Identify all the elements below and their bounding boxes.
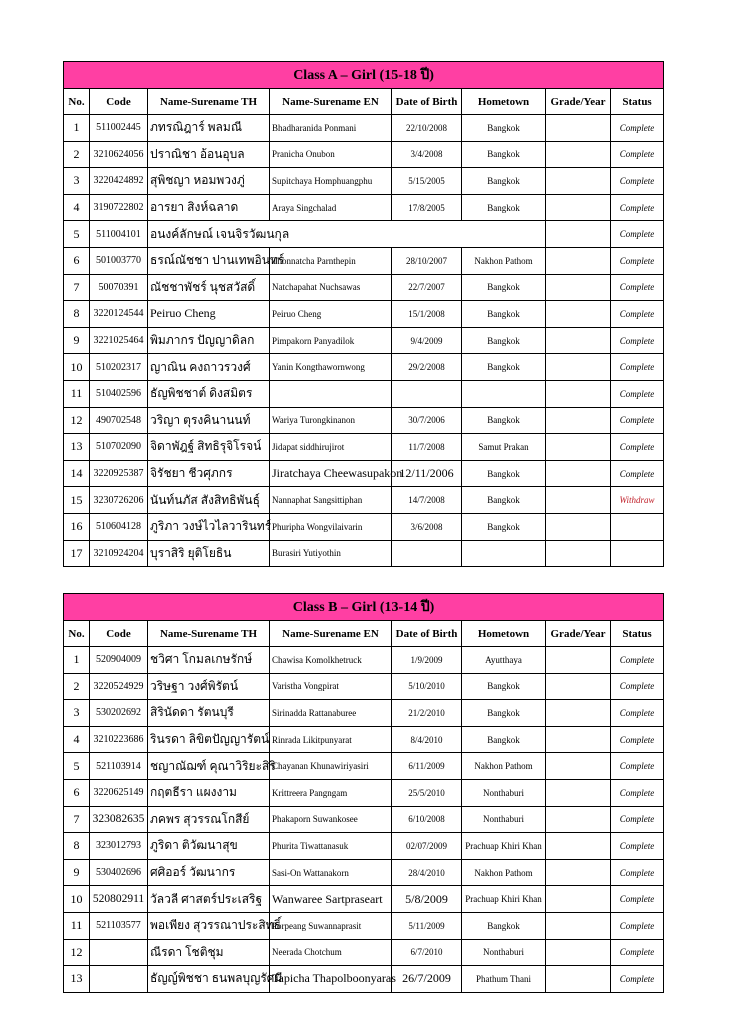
table-row (64, 700, 664, 727)
hometown: Bangkok (462, 407, 546, 434)
date-of-birth: 5/10/2010 (392, 673, 462, 700)
student-code: 521103914 (90, 753, 148, 780)
student-code: 3210924204 (90, 540, 148, 567)
name-th: วัลวลี ศาสตร์ประเสริฐ (148, 886, 270, 913)
status: Complete (611, 354, 664, 381)
status: Complete (611, 115, 664, 142)
hometown: Nakhon Pathom (462, 247, 546, 274)
name-en: Chayanan Khunawiriyasiri (270, 753, 392, 780)
table-row (64, 513, 664, 540)
name-en: Porpeang Suwannaprasit (270, 912, 392, 939)
name-en: Sasi-On Wattanakorn (270, 859, 392, 886)
row-number: 14 (64, 460, 90, 487)
date-of-birth (392, 380, 462, 407)
table-row (64, 726, 664, 753)
row-number: 7 (64, 274, 90, 301)
name-en: Yanin Kongthawornwong (270, 354, 392, 381)
name-th: ญาณิน คงถาวรวงศ์ (148, 354, 270, 381)
name-th: ชญาณัฌฑ์ คุณาวิริยะสิริ (148, 753, 270, 780)
hometown: Nonthaburi (462, 806, 546, 833)
student-code: 50070391 (90, 274, 148, 301)
status: Complete (611, 779, 664, 806)
date-of-birth: 26/7/2009 (392, 966, 462, 993)
name-en: Pranicha Onubon (270, 141, 392, 168)
name-en: Phakaporn Suwankosee (270, 806, 392, 833)
name-th: บุราสิริ ยุติโยธิน (148, 540, 270, 567)
name-en: Krittreera Pangngam (270, 779, 392, 806)
status: Complete (611, 886, 664, 913)
status: Complete (611, 939, 664, 966)
name-th: ณัชชาพัชร์ นุชสวัสดิ์ (148, 274, 270, 301)
name-en: Bhadharanida Ponmani (270, 115, 392, 142)
status: Complete (611, 380, 664, 407)
hometown: Bangkok (462, 726, 546, 753)
status: Complete (611, 833, 664, 860)
hometown: Bangkok (462, 673, 546, 700)
student-code: 511004101 (90, 221, 148, 248)
name-en: Phuripha Wongvilaivarin (270, 513, 392, 540)
status: Complete (611, 673, 664, 700)
student-code: 521103577 (90, 912, 148, 939)
table-row (64, 407, 664, 434)
table-row (64, 779, 664, 806)
hometown: Bangkok (462, 115, 546, 142)
name-en: Burasiri Yutiyothin (270, 540, 392, 567)
student-code: 510702090 (90, 434, 148, 461)
table-row (64, 274, 664, 301)
student-code: 3221025464 (90, 327, 148, 354)
student-code: 511002445 (90, 115, 148, 142)
student-code: 530202692 (90, 700, 148, 727)
status: Complete (611, 912, 664, 939)
status: Complete (611, 460, 664, 487)
name-th: สิรินัดดา รัตนบุรี (148, 700, 270, 727)
name-en: Tapicha Thapolboonyaras (270, 966, 392, 993)
hometown: Phathum Thani (462, 966, 546, 993)
name-en: Natchapahat Nuchsawas (270, 274, 392, 301)
row-number: 3 (64, 168, 90, 195)
col-grade-header: Grade/Year (546, 89, 611, 115)
table-row (64, 380, 664, 407)
student-code: 323082635 (90, 806, 148, 833)
row-number: 13 (64, 434, 90, 461)
name-th: รินรดา ลิขิตปัญญารัตน์ (148, 726, 270, 753)
name-th: ภทรณิฎาร์ พลมณี (148, 115, 270, 142)
grade-year (546, 194, 611, 221)
name-th: ภคพร สุวรรณโกสีย์ (148, 806, 270, 833)
grade-year (546, 168, 611, 195)
student-code: 3220424892 (90, 168, 148, 195)
hometown (462, 380, 546, 407)
status: Complete (611, 700, 664, 727)
student-code (90, 939, 148, 966)
date-of-birth: 21/2/2010 (392, 700, 462, 727)
table-row (64, 434, 664, 461)
col-code-header: Code (90, 621, 148, 647)
col-no-header: No. (64, 621, 90, 647)
status: Complete (611, 647, 664, 674)
col-name-th-header: Name-Surename TH (148, 621, 270, 647)
table-row (64, 833, 664, 860)
student-code: 3210223686 (90, 726, 148, 753)
name-th: ชวิศา โกมลเกษรักษ์ (148, 647, 270, 674)
date-of-birth: 3/6/2008 (392, 513, 462, 540)
grade-year (546, 460, 611, 487)
grade-year (546, 434, 611, 461)
col-name-en-header: Name-Surename EN (270, 89, 392, 115)
name-th: ณีรดา โชติชุม (148, 939, 270, 966)
hometown: Bangkok (462, 141, 546, 168)
grade-year (546, 779, 611, 806)
name-en: Rinrada Likitpunyarat (270, 726, 392, 753)
date-of-birth (392, 540, 462, 567)
name-en (270, 380, 392, 407)
student-code: 3220124544 (90, 301, 148, 328)
date-of-birth: 11/7/2008 (392, 434, 462, 461)
student-code: 3220925387 (90, 460, 148, 487)
table-row (64, 247, 664, 274)
grade-year (546, 301, 611, 328)
name-en: Neerada Chotchum (270, 939, 392, 966)
student-code: 490702548 (90, 407, 148, 434)
student-code: 3230726206 (90, 487, 148, 514)
date-of-birth: 6/11/2009 (392, 753, 462, 780)
col-dob-header: Date of Birth (392, 621, 462, 647)
student-code: 3220625149 (90, 779, 148, 806)
row-number: 3 (64, 700, 90, 727)
name-en: Pimpakorn Panyadilok (270, 327, 392, 354)
date-of-birth: 5/15/2005 (392, 168, 462, 195)
grade-year (546, 380, 611, 407)
name-th: วริญา ตุรงคินานนท์ (148, 407, 270, 434)
hometown: Prachuap Khiri Khan (462, 833, 546, 860)
table-row (64, 487, 664, 514)
status: Complete (611, 274, 664, 301)
class-b-table (63, 593, 664, 993)
grade-year (546, 487, 611, 514)
hometown: Bangkok (462, 513, 546, 540)
col-status-header: Status (611, 89, 664, 115)
table-row (64, 647, 664, 674)
name-th: พิมภากร ปัญญาดิลก (148, 327, 270, 354)
date-of-birth: 17/8/2005 (392, 194, 462, 221)
student-code: 510402596 (90, 380, 148, 407)
date-of-birth: 3/4/2008 (392, 141, 462, 168)
table-row (64, 141, 664, 168)
status: Complete (611, 194, 664, 221)
grade-year (546, 513, 611, 540)
table-row (64, 806, 664, 833)
hometown: Bangkok (462, 168, 546, 195)
grade-year (546, 407, 611, 434)
hometown (462, 540, 546, 567)
status: Complete (611, 726, 664, 753)
row-number: 17 (64, 540, 90, 567)
hometown: Bangkok (462, 327, 546, 354)
name-en: Varistha Vongpirat (270, 673, 392, 700)
date-of-birth: 5/11/2009 (392, 912, 462, 939)
row-number: 2 (64, 673, 90, 700)
row-number: 11 (64, 380, 90, 407)
table-row (64, 168, 664, 195)
grade-year (546, 859, 611, 886)
grade-year (546, 700, 611, 727)
status: Complete (611, 434, 664, 461)
status: Complete (611, 407, 664, 434)
status: Complete (611, 247, 664, 274)
student-code: 3210624056 (90, 141, 148, 168)
status: Complete (611, 301, 664, 328)
student-code: 510604128 (90, 513, 148, 540)
class-a-title: Class A – Girl (15-18 ปี) (64, 62, 664, 89)
hometown: Bangkok (462, 460, 546, 487)
date-of-birth: 1/9/2009 (392, 647, 462, 674)
row-number: 10 (64, 354, 90, 381)
grade-year (546, 327, 611, 354)
date-of-birth: 29/2/2008 (392, 354, 462, 381)
table-row (64, 354, 664, 381)
hometown: Bangkok (462, 194, 546, 221)
date-of-birth: 6/10/2008 (392, 806, 462, 833)
date-of-birth: 9/4/2009 (392, 327, 462, 354)
row-number: 8 (64, 833, 90, 860)
name-en: Sirinadda Rattanaburee (270, 700, 392, 727)
table-row (64, 886, 664, 913)
status: Withdraw (611, 487, 664, 514)
student-code: 520802911 (90, 886, 148, 913)
name-th: ปราณิชา อ้อนอุบล (148, 141, 270, 168)
hometown: Prachuap Khiri Khan (462, 886, 546, 913)
name-en: Wanwaree Sartpraseart (270, 886, 392, 913)
status: Complete (611, 141, 664, 168)
row-number: 1 (64, 647, 90, 674)
row-number: 8 (64, 301, 90, 328)
name-th: จิรัชยา ชีวศุภกร (148, 460, 270, 487)
student-code (90, 966, 148, 993)
table-row (64, 540, 664, 567)
table-row (64, 673, 664, 700)
row-number: 11 (64, 912, 90, 939)
row-number: 7 (64, 806, 90, 833)
name-th: Peiruo Cheng (148, 301, 270, 328)
grade-year (546, 540, 611, 567)
name-th: ศศิออร์ วัฒนากร (148, 859, 270, 886)
table-row (64, 194, 664, 221)
row-number: 10 (64, 886, 90, 913)
grade-year (546, 354, 611, 381)
hometown: Nakhon Pathom (462, 753, 546, 780)
grade-year (546, 806, 611, 833)
name-th: ภูริภา วงษ์ไวไลวารินทร์ (148, 513, 270, 540)
name-en: Chawisa Komolkhetruck (270, 647, 392, 674)
table-row (64, 115, 664, 142)
row-number: 6 (64, 247, 90, 274)
status (611, 540, 664, 567)
date-of-birth: 12/11/2006 (392, 460, 462, 487)
date-of-birth: 8/4/2010 (392, 726, 462, 753)
status: Complete (611, 806, 664, 833)
class-a-table (63, 61, 664, 567)
grade-year (546, 912, 611, 939)
table-row (64, 221, 664, 248)
grade-year (546, 886, 611, 913)
date-of-birth: 22/10/2008 (392, 115, 462, 142)
grade-year (546, 647, 611, 674)
status (611, 513, 664, 540)
hometown: Nakhon Pathom (462, 859, 546, 886)
table-row (64, 966, 664, 993)
name-th: ธรณ์ณัชชา ปานเทพอินทร์ (148, 247, 270, 274)
grade-year (546, 221, 611, 248)
status: Complete (611, 221, 664, 248)
name-en: Wariya Turongkinanon (270, 407, 392, 434)
grade-year (546, 141, 611, 168)
name-th: ภูริดา ติวัฒนาสุข (148, 833, 270, 860)
date-of-birth: 02/07/2009 (392, 833, 462, 860)
row-number: 2 (64, 141, 90, 168)
hometown: Samut Prakan (462, 434, 546, 461)
name-en: Jidapat siddhirujirot (270, 434, 392, 461)
student-code: 530402696 (90, 859, 148, 886)
student-code: 323012793 (90, 833, 148, 860)
name-en: Supitchaya Homphuangphu (270, 168, 392, 195)
hometown: Nonthaburi (462, 779, 546, 806)
status: Complete (611, 327, 664, 354)
name-th: จิดาพัฎฐ์ สิทธิรุจิโรจน์ (148, 434, 270, 461)
table-row (64, 912, 664, 939)
col-no-header: No. (64, 89, 90, 115)
date-of-birth: 15/1/2008 (392, 301, 462, 328)
hometown: Bangkok (462, 274, 546, 301)
row-number: 9 (64, 859, 90, 886)
date-of-birth: 28/10/2007 (392, 247, 462, 274)
status: Complete (611, 859, 664, 886)
name-th: สุพิชญา หอมพวงภู่ (148, 168, 270, 195)
date-of-birth: 28/4/2010 (392, 859, 462, 886)
status: Complete (611, 168, 664, 195)
name-th: อารยา สิงห์ฉลาด (148, 194, 270, 221)
row-number: 12 (64, 939, 90, 966)
grade-year (546, 247, 611, 274)
name-en: Peiruo Cheng (270, 301, 392, 328)
name-en: Araya Singchalad (270, 194, 392, 221)
status: Complete (611, 753, 664, 780)
hometown: Bangkok (462, 487, 546, 514)
row-number: 15 (64, 487, 90, 514)
hometown: Ayutthaya (462, 647, 546, 674)
date-of-birth: 14/7/2008 (392, 487, 462, 514)
name-en: Phurita Tiwattanasuk (270, 833, 392, 860)
table-row (64, 327, 664, 354)
class-b-title: Class B – Girl (13-14 ปี) (64, 594, 664, 621)
name-th: นันท์นภัส สังสิทธิพันธุ์ (148, 487, 270, 514)
name-th: วริษฐา วงศ์พิรัตน์ (148, 673, 270, 700)
table-row (64, 460, 664, 487)
col-status-header: Status (611, 621, 664, 647)
col-dob-header: Date of Birth (392, 89, 462, 115)
hometown: Bangkok (462, 301, 546, 328)
col-code-header: Code (90, 89, 148, 115)
row-number: 4 (64, 726, 90, 753)
date-of-birth: 22/7/2007 (392, 274, 462, 301)
row-number: 12 (64, 407, 90, 434)
hometown: Bangkok (462, 912, 546, 939)
grade-year (546, 673, 611, 700)
col-hometown-header: Hometown (462, 621, 546, 647)
date-of-birth: 25/5/2010 (392, 779, 462, 806)
name-th: ธัญญ์พิชชา ธนพลบุญรัศมี (148, 966, 270, 993)
row-number: 6 (64, 779, 90, 806)
row-number: 1 (64, 115, 90, 142)
hometown: Bangkok (462, 700, 546, 727)
col-grade-header: Grade/Year (546, 621, 611, 647)
name-en: Jiratchaya Cheewasupakon (270, 460, 392, 487)
name-th: อนงค์ลักษณ์ เจนจิรวัฒนกุล (148, 221, 546, 248)
name-en: Nannaphat Sangsittiphan (270, 487, 392, 514)
row-number: 5 (64, 753, 90, 780)
student-code: 3190722802 (90, 194, 148, 221)
row-number: 13 (64, 966, 90, 993)
col-name-th-header: Name-Surename TH (148, 89, 270, 115)
table-row (64, 301, 664, 328)
status: Complete (611, 966, 664, 993)
grade-year (546, 833, 611, 860)
name-th: พอเพียง สุวรรณาประสิทธิ์ (148, 912, 270, 939)
date-of-birth: 5/8/2009 (392, 886, 462, 913)
name-en: Thonnatcha Parnthepin (270, 247, 392, 274)
student-code: 3220524929 (90, 673, 148, 700)
grade-year (546, 966, 611, 993)
grade-year (546, 115, 611, 142)
grade-year (546, 274, 611, 301)
table-row (64, 753, 664, 780)
grade-year (546, 726, 611, 753)
hometown: Nonthaburi (462, 939, 546, 966)
student-code: 510202317 (90, 354, 148, 381)
date-of-birth: 30/7/2006 (392, 407, 462, 434)
date-of-birth: 6/7/2010 (392, 939, 462, 966)
row-number: 5 (64, 221, 90, 248)
name-th: กฤตธีรา แผงงาม (148, 779, 270, 806)
grade-year (546, 939, 611, 966)
table-row (64, 939, 664, 966)
row-number: 16 (64, 513, 90, 540)
row-number: 9 (64, 327, 90, 354)
hometown: Bangkok (462, 354, 546, 381)
name-th: ธัญพิชชาต์ ดิงสมิตร (148, 380, 270, 407)
col-hometown-header: Hometown (462, 89, 546, 115)
student-code: 520904009 (90, 647, 148, 674)
table-row (64, 859, 664, 886)
grade-year (546, 753, 611, 780)
col-name-en-header: Name-Surename EN (270, 621, 392, 647)
student-code: 501003770 (90, 247, 148, 274)
row-number: 4 (64, 194, 90, 221)
